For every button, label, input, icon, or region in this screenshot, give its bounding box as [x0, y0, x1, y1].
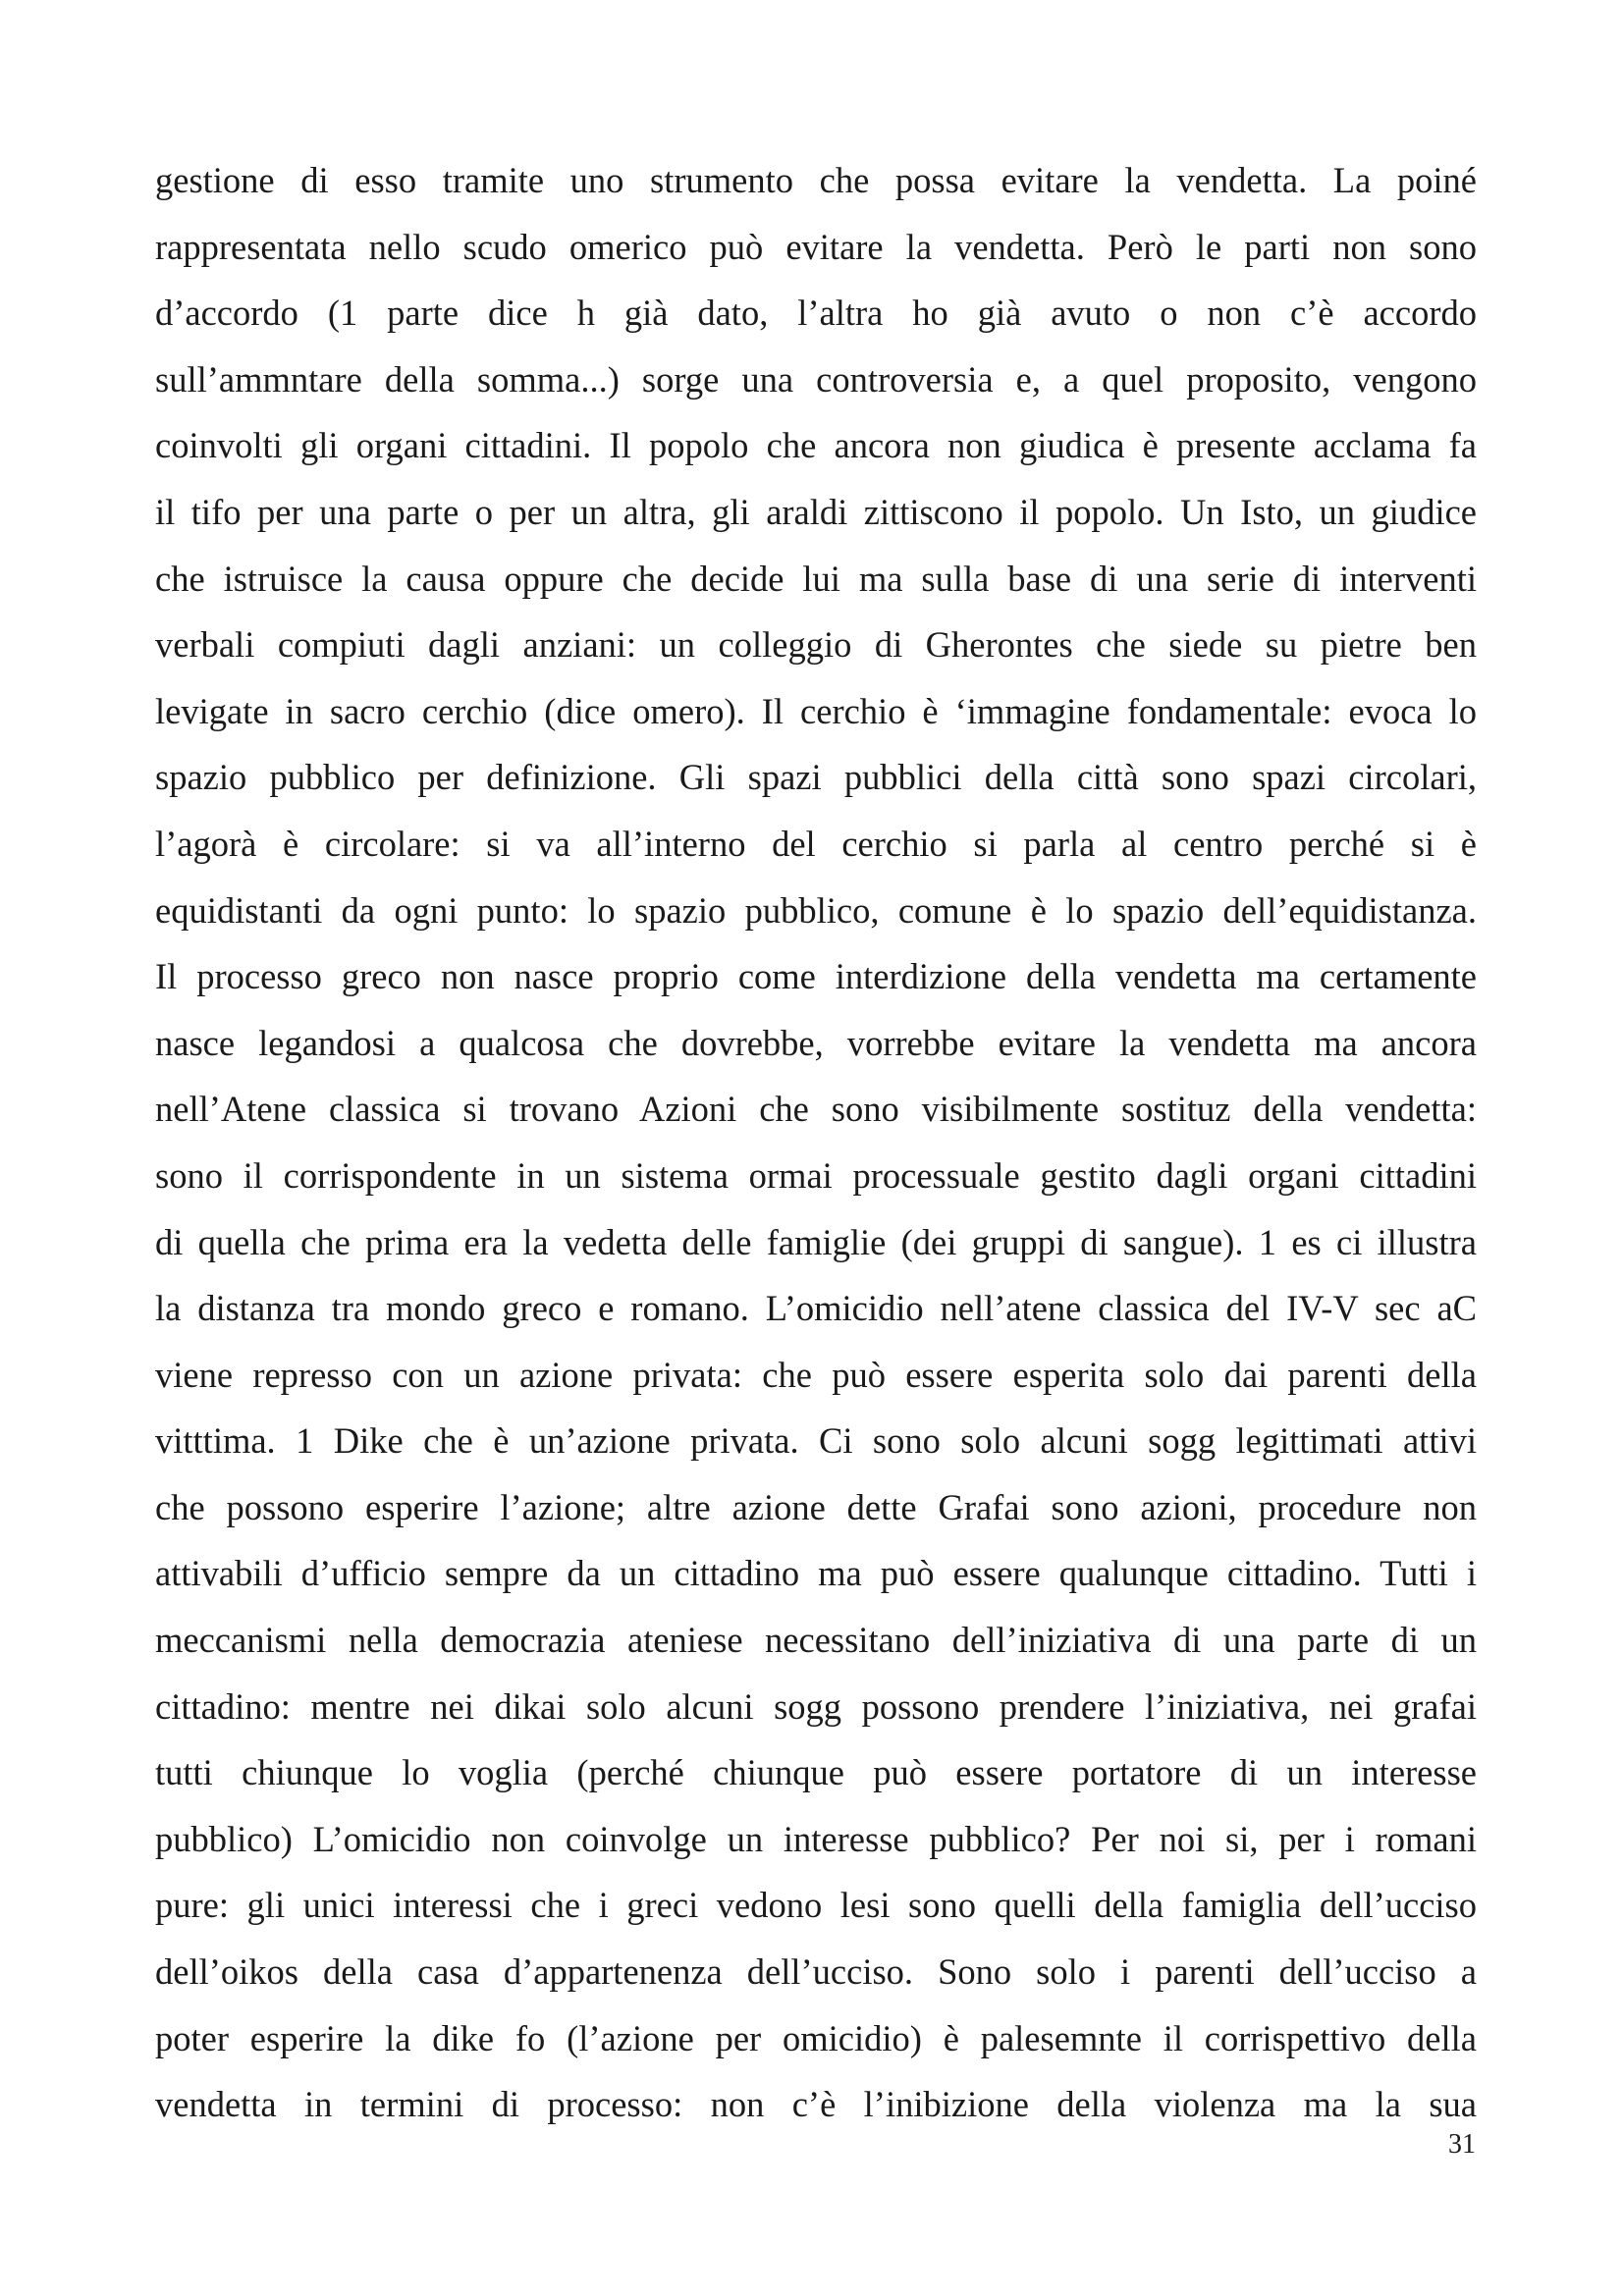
text-line: che possono esperire l’azione; altre azione dette Grafai sono azioni, procedure non	[155, 1486, 1477, 1527]
text-line: rappresentata nello scudo omerico può evitare la vendetta. Però le parti non sono	[155, 226, 1477, 267]
text-line: vendetta in termini di processo: non c’è l’inibizione della violenza ma la sua	[155, 2084, 1477, 2125]
text-line: attivabili d’ufficio sempre da un cittadino ma può essere qualunque cittadino. Tutti i	[155, 1553, 1477, 1594]
text-line: cittadino: mentre nei dikai solo alcuni sogg possono prendere l’iniziativa, nei grafai	[155, 1685, 1477, 1727]
text-line: l’agorà è circolare: si va all’interno del cerchio si parla al centro perché si è	[155, 823, 1477, 864]
text-line: che istruisce la causa oppure che decide lui ma sulla base di una serie di interventi	[155, 558, 1477, 599]
text-line: poter esperire la dike fo (l’azione per omicidio) è palesemnte il corrispettivo della	[155, 2017, 1477, 2058]
text-line: pure: gli unici interessi che i greci vedono lesi sono quelli della famiglia dell’ucciso	[155, 1885, 1477, 1926]
text-line: nell’Atene classica si trovano Azioni che sono visibilmente sostituz della vendetta:	[155, 1089, 1477, 1130]
body-text	[155, 147, 1477, 2138]
text-line: meccanismi nella democrazia ateniese necessitano dell’iniziativa di una parte di un	[155, 1620, 1477, 1661]
text-line: sono il corrispondente in un sistema ormai processuale gestito dagli organi cittadini	[155, 1154, 1477, 1196]
text-line: nasce legandosi a qualcosa che dovrebbe, vorrebbe evitare la vendetta ma ancora	[155, 1022, 1477, 1063]
text-line: levigate in sacro cerchio (dice omero). Il cerchio è ‘immagine fondamentale: evoca lo	[155, 690, 1477, 731]
text-line: viene represso con un azione privata: che può essere esperita solo dai parenti della	[155, 1354, 1477, 1395]
text-line: vitttima. 1 Dike che è un’azione privata. Ci sono solo alcuni sogg legittimati attivi	[155, 1420, 1477, 1462]
text-line: gestione di esso tramite uno strumento che possa evitare la vendetta. La poiné	[155, 160, 1477, 200]
text-line: spazio pubblico per definizione. Gli spazi pubblici della città sono spazi circolari,	[155, 757, 1477, 798]
text-line: d’accordo (1 parte dice h già dato, l’altra ho già avuto o non c’è accordo	[155, 293, 1477, 334]
text-line: coinvolti gli organi cittadini. Il popolo che ancora non giudica è presente acclama fa	[155, 425, 1477, 466]
text-line: il tifo per una parte o per un altra, gli araldi zittiscono il popolo. Un Isto, un giudice	[155, 491, 1477, 532]
text-line: verbali compiuti dagli anziani: un colleggio di Gherontes che siede su pietre ben	[155, 624, 1477, 666]
text-line: sull’ammntare della somma...) sorge una controversia e, a quel proposito, vengono	[155, 358, 1477, 400]
text-line: tutti chiunque lo voglia (perché chiunque può essere portatore di un interesse	[155, 1752, 1477, 1793]
text-line: equidistanti da ogni punto: lo spazio pubblico, comune è lo spazio dell’equidistanza.	[155, 889, 1477, 931]
text-line: pubblico) L’omicidio non coinvolge un interesse pubblico? Per noi si, per i romani	[155, 1818, 1477, 1859]
page-number: 31	[1448, 2129, 1476, 2160]
text-line: dell’oikos della casa d’appartenenza dell’ucciso. Sono solo i parenti dell’ucciso a	[155, 1951, 1477, 1993]
text-line: di quella che prima era la vedetta delle famiglie (dei gruppi di sangue). 1 es ci illustra	[155, 1221, 1477, 1262]
text-line: Il processo greco non nasce proprio come interdizione della vendetta ma certamente	[155, 956, 1477, 997]
text-line: la distanza tra mondo greco e romano. L’omicidio nell’atene classica del IV-V sec aC	[155, 1288, 1477, 1329]
